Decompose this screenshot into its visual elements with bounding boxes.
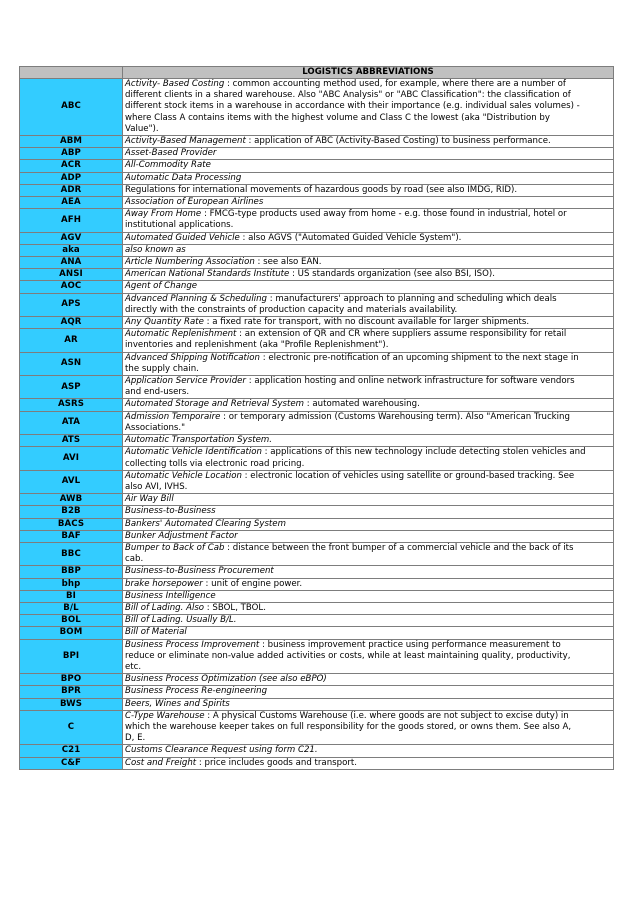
- definition-cell: [123, 136, 614, 148]
- abbreviation-cell: AVI: [20, 447, 123, 470]
- table-row: [20, 447, 614, 470]
- definition-cell: [123, 590, 614, 602]
- definition-line: [125, 197, 611, 208]
- table-row: [20, 352, 614, 375]
- definition-line: [125, 209, 611, 220]
- table-row: [20, 494, 614, 506]
- definition-cell: [123, 399, 614, 411]
- abbreviation-cell: BOM: [20, 627, 123, 639]
- definition-line: [125, 257, 611, 268]
- definition-term: Away From Home: [125, 209, 202, 220]
- table-row: [20, 745, 614, 757]
- table-row: [20, 257, 614, 269]
- definition-term: Bill of Material: [125, 627, 187, 638]
- definition-continuation-line: also AVI, IVHS.: [125, 481, 188, 492]
- definition-continuation-line: D, E.: [125, 733, 146, 744]
- definition-line: [125, 148, 611, 159]
- definition-continuation-line: different stock items in a warehouse in accordance with their importance (e.g. individual sales volumes) -: [125, 101, 580, 112]
- definition-line: [125, 627, 611, 638]
- definition-cell: [123, 376, 614, 399]
- table-row: [20, 148, 614, 160]
- definition-term: Bill of Lading. Usually B/L.: [125, 615, 237, 626]
- definition-continuation-line: etc.: [125, 661, 142, 672]
- abbreviation-cell: BACS: [20, 518, 123, 530]
- definition-line: [125, 531, 611, 542]
- abbreviation-cell: BWS: [20, 698, 123, 710]
- definition-line: [125, 233, 611, 244]
- definition-line: [125, 566, 611, 577]
- abbreviations-table: [19, 66, 614, 770]
- definition-text: : distance between the front bumper of a commercial vehicle and the back of its: [224, 542, 574, 553]
- definition-text: : common accounting method used, for example, where there are a number of: [224, 79, 566, 89]
- definition-continuation-line: inventories and replenishment (aka "Profile Replenishment").: [125, 340, 389, 351]
- definition-term: Bill of Lading. Also: [125, 602, 205, 613]
- abbreviation-cell: BBP: [20, 566, 123, 578]
- definition-text: : application hosting and online network infrastructure for software vendors: [245, 376, 575, 387]
- definition-continuation-line: the supply chain.: [125, 363, 199, 374]
- definition-cell: [123, 329, 614, 352]
- definition-cell: [123, 435, 614, 447]
- definition-line: [125, 399, 611, 410]
- definition-cell: [123, 674, 614, 686]
- abbreviation-cell: B2B: [20, 506, 123, 518]
- definition-term: Bunker Adjustment Factor: [125, 530, 238, 541]
- definition-term: Business Process Re-engineering: [125, 686, 268, 697]
- abbreviation-cell: ASN: [20, 352, 123, 375]
- abbreviation-cell: ASRS: [20, 399, 123, 411]
- abbreviation-cell: ANA: [20, 257, 123, 269]
- definition-cell: [123, 494, 614, 506]
- definition-text: : also AGVS ("Automated Guided Vehicle System").: [239, 232, 462, 243]
- definition-line: [125, 519, 611, 530]
- definition-cell: [123, 602, 614, 614]
- table-row: [20, 615, 614, 627]
- definition-cell: [123, 184, 614, 196]
- abbreviation-cell: AVL: [20, 470, 123, 493]
- definition-continuation-line: Value").: [125, 123, 159, 134]
- table-row: [20, 184, 614, 196]
- definition-line: [125, 245, 611, 256]
- table-row: [20, 160, 614, 172]
- abbreviation-cell: ABM: [20, 136, 123, 148]
- table-row: [20, 710, 614, 745]
- definition-line: [125, 435, 611, 446]
- abbreviation-cell: C21: [20, 745, 123, 757]
- definition-line: [125, 711, 611, 722]
- definition-text: : or temporary admission (Customs Warehousing term). Also "American Trucking: [220, 411, 570, 422]
- abbreviation-cell: ATA: [20, 411, 123, 434]
- definition-term: Business-to-Business: [125, 506, 216, 517]
- definition-cell: [123, 566, 614, 578]
- definition-term: Advanced Shipping Notification: [125, 352, 260, 363]
- definition-continuation-line: Associations.": [125, 422, 186, 433]
- definition-term: American National Standards Institute: [125, 269, 290, 280]
- definition-line: [125, 160, 611, 171]
- definition-term: C-Type Warehouse: [125, 710, 205, 721]
- definition-term: Agent of Change: [125, 281, 198, 292]
- table-row: [20, 470, 614, 493]
- definition-continuation-line: where Class A contains items with the highest volume and Class C the lowest (aka "Distribution by: [125, 112, 550, 123]
- table-title: LOGISTICS ABBREVIATIONS: [123, 67, 614, 79]
- definition-line: [125, 294, 611, 305]
- table-row: [20, 293, 614, 316]
- definition-text: Regulations for international movements of hazardous goods by road (see also IMDG, RID).: [125, 184, 518, 195]
- definition-term: Air Way Bill: [125, 494, 174, 505]
- abbreviation-cell: ATS: [20, 435, 123, 447]
- definition-cell: [123, 209, 614, 232]
- definition-continuation-line: and end-users.: [125, 387, 190, 398]
- definition-cell: [123, 317, 614, 329]
- definition-term: Beers, Wines and Spirits: [125, 698, 230, 709]
- definition-term: Article Numbering Association: [125, 257, 255, 268]
- table-row: [20, 172, 614, 184]
- definition-line: [125, 591, 611, 602]
- definition-term: Any Quantity Rate: [125, 317, 204, 328]
- definition-term: All-Commodity Rate: [125, 160, 211, 171]
- definition-text: : an extension of QR and CR where suppliers assume responsibility for retail: [236, 329, 567, 340]
- table-row: [20, 627, 614, 639]
- abbreviation-cell: ANSI: [20, 269, 123, 281]
- definition-line: [125, 615, 611, 626]
- table-row: [20, 566, 614, 578]
- definition-cell: [123, 197, 614, 209]
- definition-term: Automated Guided Vehicle: [125, 232, 240, 243]
- definition-cell: [123, 447, 614, 470]
- definition-continuation-line: reduce or eliminate non-value added activities or costs, while at least maintaining quality, productivity,: [125, 650, 571, 661]
- definition-continuation-line: cab.: [125, 554, 144, 565]
- definition-line: [125, 699, 611, 710]
- abbreviation-cell: B/L: [20, 602, 123, 614]
- definition-cell: [123, 172, 614, 184]
- definition-line: [125, 281, 611, 292]
- definition-cell: [123, 627, 614, 639]
- table-row: [20, 329, 614, 352]
- definition-line: [125, 79, 611, 90]
- definition-line: [125, 579, 611, 590]
- definition-cell: [123, 160, 614, 172]
- definition-line: [125, 329, 611, 340]
- definition-term: Association of European Airlines: [125, 197, 264, 208]
- definition-cell: [123, 578, 614, 590]
- abbreviations-sheet: [19, 66, 609, 770]
- definition-line: [125, 471, 611, 482]
- definition-cell: [123, 506, 614, 518]
- definition-cell: [123, 411, 614, 434]
- abbreviation-cell: AR: [20, 329, 123, 352]
- definition-cell: [123, 757, 614, 769]
- table-row: [20, 79, 614, 136]
- table-row: [20, 399, 614, 411]
- table-row: [20, 578, 614, 590]
- definition-term: Business-to-Business Procurement: [125, 566, 274, 577]
- table-row: [20, 686, 614, 698]
- abbreviation-cell: ACR: [20, 160, 123, 172]
- definition-text: : US standards organization (see also BSI, ISO).: [289, 269, 495, 280]
- definition-text: : see also EAN.: [254, 257, 322, 268]
- definition-term: Business Process Improvement: [125, 639, 260, 650]
- abbreviation-cell: APS: [20, 293, 123, 316]
- definition-text: : SBOL, TBOL.: [204, 602, 266, 613]
- table-row: [20, 602, 614, 614]
- definition-cell: [123, 639, 614, 674]
- definition-text: : electronic pre-notification of an upcoming shipment to the next stage in: [260, 352, 579, 363]
- abbreviation-cell: C: [20, 710, 123, 745]
- abbreviation-cell: BBC: [20, 542, 123, 565]
- abbreviation-cell: ABP: [20, 148, 123, 160]
- table-row: [20, 518, 614, 530]
- table-row: [20, 197, 614, 209]
- definition-line: [125, 185, 611, 196]
- abbreviations-table-body: [20, 67, 614, 770]
- abbreviation-cell: AEA: [20, 197, 123, 209]
- table-row: [20, 244, 614, 256]
- definition-term: Business Process Optimization (see also eBPO): [125, 674, 327, 685]
- header-blank-cell: [20, 67, 123, 79]
- definition-line: [125, 494, 611, 505]
- definition-term: Asset-Based Provider: [125, 148, 217, 159]
- definition-line: [125, 745, 611, 756]
- definition-cell: [123, 148, 614, 160]
- definition-cell: [123, 470, 614, 493]
- table-row: [20, 506, 614, 518]
- definition-continuation-line: which the warehouse keeper takes on full responsibility for the goods stored, or owns them. See also A,: [125, 721, 572, 732]
- table-row: [20, 639, 614, 674]
- abbreviation-cell: AWB: [20, 494, 123, 506]
- definition-term: Bumper to Back of Cab: [125, 542, 225, 553]
- definition-term: Automatic Vehicle Location: [125, 470, 242, 481]
- abbreviation-cell: ADP: [20, 172, 123, 184]
- definition-cell: [123, 745, 614, 757]
- abbreviation-cell: BPO: [20, 674, 123, 686]
- definition-cell: [123, 530, 614, 542]
- definition-continuation-line: institutional applications.: [125, 220, 234, 231]
- definition-cell: [123, 244, 614, 256]
- definition-continuation-line: collecting tolls via electronic road pricing.: [125, 458, 305, 469]
- definition-cell: [123, 281, 614, 293]
- table-row: [20, 317, 614, 329]
- definition-text: : electronic location of vehicles using satellite or ground-based tracking. See: [241, 470, 575, 481]
- table-row: [20, 698, 614, 710]
- definition-line: [125, 640, 611, 651]
- definition-text: : business improvement practice using performance measurement to: [259, 639, 561, 650]
- definition-line: [125, 686, 611, 697]
- definition-line: [125, 412, 611, 423]
- definition-cell: [123, 293, 614, 316]
- abbreviation-cell: AGV: [20, 232, 123, 244]
- definition-text: : unit of engine power.: [202, 578, 303, 589]
- definition-text: : FMCG-type products used away from home - e.g. those found in industrial, hotel or: [201, 209, 567, 220]
- definition-line: [125, 353, 611, 364]
- table-row: [20, 674, 614, 686]
- definition-term: Automatic Transportation System.: [125, 435, 272, 446]
- definition-line: [125, 317, 611, 328]
- definition-line: [125, 376, 611, 387]
- definition-line: [125, 447, 611, 458]
- table-row: [20, 530, 614, 542]
- abbreviation-cell: BPR: [20, 686, 123, 698]
- definition-cell: [123, 518, 614, 530]
- definition-term: Automatic Vehicle Identification: [125, 447, 262, 458]
- definition-term: Application Service Provider: [125, 376, 246, 387]
- definition-term: Automatic Replenishment: [125, 329, 237, 340]
- abbreviation-cell: BI: [20, 590, 123, 602]
- definition-cell: [123, 615, 614, 627]
- definition-term: Automated Storage and Retrieval System: [125, 399, 305, 410]
- definition-cell: [123, 79, 614, 136]
- abbreviation-cell: aka: [20, 244, 123, 256]
- definition-term: Advanced Planning & Scheduling: [125, 293, 268, 304]
- table-row: [20, 411, 614, 434]
- definition-text: : a fixed rate for transport, with no discount available for larger shipments.: [203, 317, 530, 328]
- definition-text: : manufacturers' approach to planning and scheduling which deals: [267, 293, 557, 304]
- table-row: [20, 590, 614, 602]
- definition-line: [125, 173, 611, 184]
- definition-text: : A physical Customs Warehouse (i.e. where goods are not subject to excise duty) in: [204, 710, 569, 721]
- table-row: [20, 757, 614, 769]
- abbreviation-cell: AOC: [20, 281, 123, 293]
- table-row: [20, 232, 614, 244]
- definition-text: : application of ABC (Activity-Based Costing) to business performance.: [245, 136, 551, 147]
- definition-text: : automated warehousing.: [304, 399, 420, 410]
- definition-cell: [123, 269, 614, 281]
- definition-text: : applications of this new technology include detecting stolen vehicles and: [261, 447, 586, 458]
- table-row: [20, 136, 614, 148]
- definition-cell: [123, 698, 614, 710]
- definition-line: [125, 603, 611, 614]
- definition-text: : price includes goods and transport.: [196, 757, 357, 768]
- table-row: [20, 376, 614, 399]
- definition-cell: [123, 686, 614, 698]
- definition-term: Cost and Freight: [125, 757, 197, 768]
- definition-term: Automatic Data Processing: [125, 172, 242, 183]
- definition-term: Activity-Based Management: [125, 136, 246, 147]
- definition-term: Bankers' Automated Clearing System: [125, 518, 286, 529]
- definition-term: Admission Temporaire: [125, 411, 221, 422]
- definition-cell: [123, 352, 614, 375]
- definition-line: [125, 674, 611, 685]
- definition-cell: [123, 232, 614, 244]
- abbreviation-cell: ADR: [20, 184, 123, 196]
- abbreviation-cell: ASP: [20, 376, 123, 399]
- definition-line: [125, 136, 611, 147]
- definition-continuation-line: different clients in a shared warehouse. Also "ABC Analysis" or "ABC Classification": the classification of: [125, 90, 571, 101]
- definition-cell: [123, 542, 614, 565]
- abbreviation-cell: C&F: [20, 757, 123, 769]
- definition-term: Business Intelligence: [125, 590, 216, 601]
- definition-term: also known as: [125, 244, 186, 255]
- abbreviation-cell: BOL: [20, 615, 123, 627]
- table-row: [20, 269, 614, 281]
- definition-term: brake horsepower: [125, 578, 203, 589]
- definition-line: [125, 758, 611, 769]
- definition-continuation-line: directly with the constraints of production capacity and materials availability.: [125, 304, 458, 315]
- definition-cell: [123, 710, 614, 745]
- definition-line: [125, 543, 611, 554]
- definition-term: Activity- Based Costing: [125, 79, 225, 89]
- table-row: [20, 281, 614, 293]
- definition-cell: [123, 257, 614, 269]
- table-row: [20, 209, 614, 232]
- abbreviation-cell: AQR: [20, 317, 123, 329]
- definition-line: [125, 269, 611, 280]
- abbreviation-cell: ABC: [20, 79, 123, 136]
- definition-line: [125, 506, 611, 517]
- definition-term: Customs Clearance Request using form C21.: [125, 745, 318, 756]
- table-row: [20, 435, 614, 447]
- abbreviation-cell: BPI: [20, 639, 123, 674]
- abbreviation-cell: bhp: [20, 578, 123, 590]
- abbreviation-cell: AFH: [20, 209, 123, 232]
- table-header-row: [20, 67, 614, 79]
- abbreviation-cell: BAF: [20, 530, 123, 542]
- table-row: [20, 542, 614, 565]
